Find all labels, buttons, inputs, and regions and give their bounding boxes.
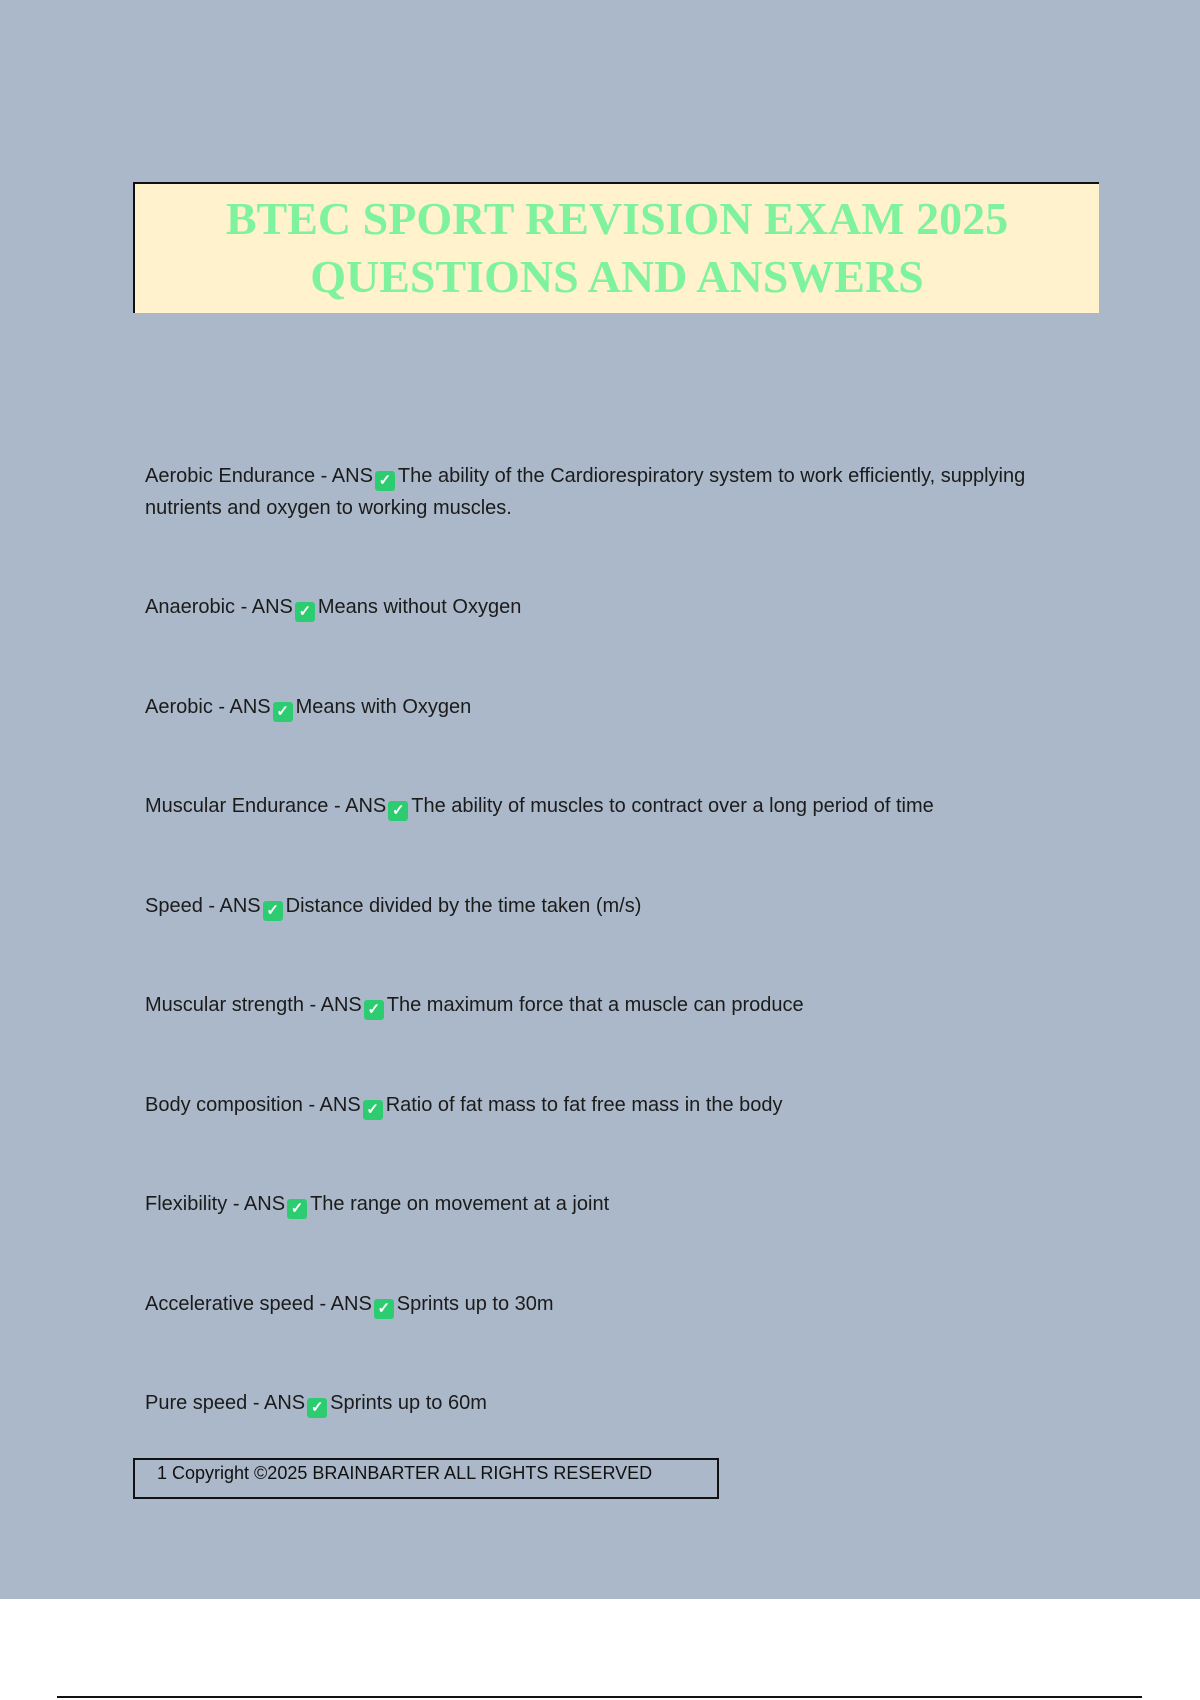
check-icon: ✓ [295,602,315,622]
ans-label: - ANS [334,795,387,817]
check-icon: ✓ [263,901,283,921]
answer-text: Means without Oxygen [317,596,522,618]
copyright-footer: 1 Copyright ©2025 BRAINBARTER ALL RIGHTS RESERVED [133,1458,719,1499]
answer-text: Ratio of fat mass to fat free mass in the body [385,1094,783,1116]
qa-item [145,591,1065,623]
check-icon: ✓ [388,801,408,821]
qa-item [145,460,1065,524]
check-icon: ✓ [374,1299,394,1319]
answer-text: Distance divided by the time taken (m/s) [285,895,642,917]
qa-item [145,691,1065,723]
question-term: Pure speed [145,1392,248,1414]
divider [57,1696,1142,1698]
answer-text: Means with Oxygen [295,696,472,718]
check-icon: ✓ [364,1000,384,1020]
qa-item [145,1288,1065,1320]
ans-label: - ANS [308,1094,361,1116]
qa-item [145,1387,1065,1419]
answer-text: The ability of the Cardiorespiratory system to work efficiently, supplying nutrients and oxygen to working muscles. [145,465,1026,519]
qa-item [145,790,1065,822]
ans-label: - ANS [208,895,261,917]
answer-text: Sprints up to 30m [396,1293,554,1315]
question-term: Flexibility [145,1193,228,1215]
answer-text: The ability of muscles to contract over a long period of time [411,795,934,817]
question-term: Speed [145,895,203,917]
question-term: Aerobic [145,696,213,718]
question-term: Accelerative speed [145,1293,314,1315]
ans-label: - ANS [232,1193,286,1215]
check-icon: ✓ [273,702,293,722]
answer-text: The maximum force that a muscle can produce [386,994,804,1016]
ans-label: - ANS [309,994,362,1016]
answer-text: The range on movement at a joint [310,1193,610,1215]
ans-label: - ANS [252,1392,306,1414]
title-line-1: BTEC SPORT REVISION EXAM 2025 [225,193,1009,244]
qa-item [145,890,1065,922]
ans-label: - ANS [319,1293,372,1315]
qa-item [145,1188,1065,1220]
title-banner [133,182,1099,313]
question-term: Muscular Endurance [145,795,329,817]
ans-label: - ANS [240,596,293,618]
ans-label: - ANS [218,696,271,718]
check-icon: ✓ [307,1398,327,1418]
answer-text: Sprints up to 60m [330,1392,487,1414]
question-term: Body composition [145,1094,303,1116]
question-term: Anaerobic [145,596,236,618]
ans-label: - ANS [320,465,373,487]
question-term: Muscular strength [145,994,304,1016]
check-icon: ✓ [287,1199,307,1219]
qa-item [145,989,1065,1021]
check-icon: ✓ [363,1100,383,1120]
question-term: Aerobic Endurance [145,465,316,487]
title-line-2: QUESTIONS AND ANSWERS [310,251,924,302]
check-icon: ✓ [375,471,395,491]
qa-item [145,1089,1065,1121]
